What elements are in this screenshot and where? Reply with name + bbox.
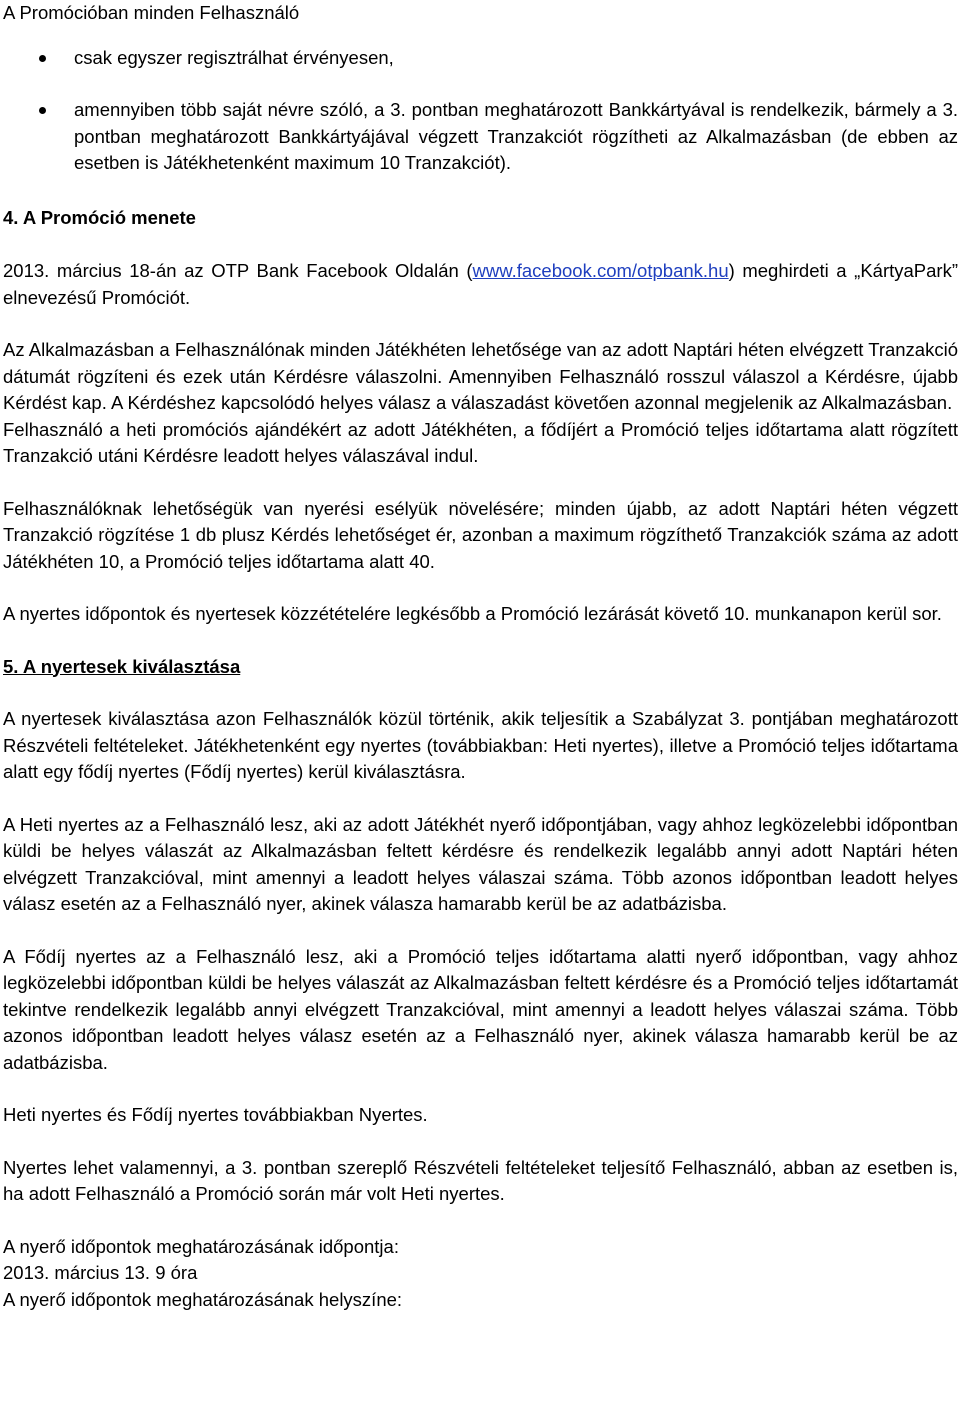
draw-date-value: 2013. március 13. 9 óra — [3, 1262, 198, 1283]
bullet-icon — [39, 107, 46, 114]
section-5-paragraph-5: Nyertes lehet valamennyi, a 3. pontban szereplő Részvételi feltételeket teljesítő Felhasználó, abban az esetben is, ha adott Felhasználó a Promóció során már volt Heti nyertes. — [3, 1156, 958, 1204]
draw-place-label: A nyerő időpontok meghatározásának helyszíne: — [3, 1288, 403, 1310]
facebook-link[interactable]: www.facebook.com/otpbank.hu — [472, 260, 729, 281]
intro-text: A Promócióban minden Felhasználó — [3, 2, 300, 23]
section-4-paragraph-5: A nyertes időpontok és nyertesek közzétételére legkésőbb a Promóció lezárását követő 10. munkanapon kerül sor. — [3, 603, 942, 624]
section-5-paragraph-4: Heti nyertes és Fődíj nyertes továbbiakban Nyertes. — [3, 1104, 428, 1125]
section-5-heading: 5. A nyertesek kiválasztása — [3, 655, 241, 677]
section-4-announcement — [3, 258, 958, 311]
list-item-text: amennyiben több saját névre szóló, a 3. pontban meghatározott Bankkártyával is rendelkezik, bármely a 3. pontban meghatározott Bankkártyájával végzett Tranzakciót rögzítheti az Alkalmazásban (de ebben az esetben is Játékhetenként maximum 10 Tranzakciót). — [74, 99, 958, 173]
announcement-text-end: ) meghirdeti a „KártyaPark” elnevezésű Promóciót. — [3, 260, 959, 308]
section-4-paragraph-4: Felhasználóknak lehetőségük van nyerési esélyük növelésére; minden újabb, az adott Naptári héten végzett Tranzakció rögzítése 1 db plusz Kérdés lehetőséget ér, azonban a maximum rögzíthető Tranzakciók száma az adott Játékhéten 10, a Promóció teljes időtartama alatt 40. — [3, 497, 958, 572]
list-item — [3, 97, 958, 177]
list-item — [3, 45, 958, 72]
section-5-paragraph-1: A nyertesek kiválasztása azon Felhasználók közül történik, akik teljesítik a Szabályzat 3. pontjában meghatározott Részvételi feltételeket. Játékhetenként egy nyertes (továbbiakban: Heti nyertes), illetve a Promóció teljes időtartama alatt egy fődíj nyertes (Fődíj nyertes) kerül kiválasztásra. — [3, 708, 958, 782]
eligibility-list — [3, 45, 958, 177]
section-5-paragraph-3: A Fődíj nyertes az a Felhasználó lesz, aki a Promóció teljes időtartama alatti nyerő időpontban, vagy ahhoz legközelebbi időpontban küldi be helyes válaszát az Alkalmazásban feltett kérdésre és a Promóció teljes időtartamát tekintve rendelkezik legalább annyi elvégzett Tranzakcióval, mint amennyi a leadott helyes válaszai száma. Több azonos időpontban leadott helyes válasz esetén az a Felhasználó nyer, akinek válasza hamarabb kerül be az adatbázisba. — [3, 945, 958, 1073]
section-4-paragraph-3: Felhasználó a heti promóciós ajándékért az adott Játékhéten, a fődíjért a Promóció teljes időtartama alatt rögzített Tranzakció utáni Kérdésre leadott helyes válaszával indul. — [3, 418, 958, 466]
section-4-heading: 4. A Promóció menete — [3, 206, 196, 228]
draw-date-label: A nyerő időpontok meghatározásának időpontja: — [3, 1235, 399, 1257]
section-5-paragraph-2: A Heti nyertes az a Felhasználó lesz, aki az adott Játékhét nyerő időpontjában, vagy ahhoz legközelebbi időpontban küldi be helyes válaszát az Alkalmazásban feltett kérdésre és rendelkezik legalább annyi adott Naptári héten elvégzett Tranzakcióval, mint amennyi a leadott helyes válaszai száma. Több azonos időpontban leadott helyes válasz esetén az a Felhasználó nyer, akinek válasza hamarabb kerül be az adatbázisba. — [3, 813, 958, 914]
bullet-icon — [39, 55, 46, 62]
announcement-text-start: 2013. március 18-án az OTP Bank Facebook Oldalán ( — [3, 260, 473, 281]
list-item-text: csak egyszer regisztrálhat érvényesen, — [74, 46, 394, 68]
section-4-paragraph-2: Az Alkalmazásban a Felhasználónak minden Játékhéten lehetősége van az adott Naptári héten elvégzett Tranzakció dátumát rögzíteni és ezek után Kérdésre válaszolni. Amennyiben Felhasználó rosszul válaszol a Kérdésre, újabb Kérdést kap. A Kérdéshez kapcsolódó helyes válasz a válaszadást követően azonnal megjelenik az Alkalmazásban. — [3, 339, 958, 413]
